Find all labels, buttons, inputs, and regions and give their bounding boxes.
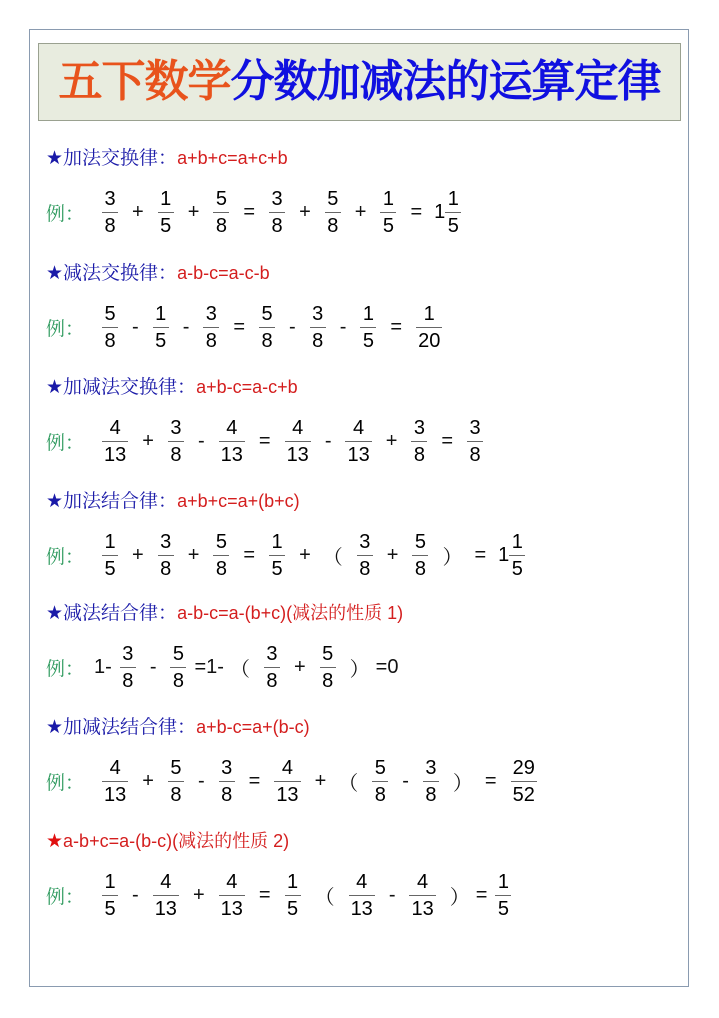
denominator: 8 xyxy=(266,669,278,692)
numerator: 1 xyxy=(447,187,459,210)
example-expression xyxy=(46,749,545,813)
fraction xyxy=(259,301,275,354)
operator: - xyxy=(289,315,296,338)
law-formula: a+b-c=a-c+b xyxy=(196,377,298,397)
operator: = xyxy=(474,543,487,566)
fraction xyxy=(416,301,442,354)
example-label: 例： xyxy=(46,885,85,908)
operator: = xyxy=(410,200,423,223)
example-label: 例： xyxy=(46,202,85,225)
star-icon: ★ xyxy=(46,602,64,624)
operator: - xyxy=(132,883,139,906)
fraction xyxy=(372,755,388,808)
operator: （ xyxy=(322,546,343,569)
operator: - xyxy=(402,769,409,792)
operator: + xyxy=(132,543,144,566)
fraction xyxy=(120,641,136,694)
law-section xyxy=(46,715,545,813)
denominator: 8 xyxy=(425,783,437,806)
numerator: 3 xyxy=(122,642,134,665)
denominator: 8 xyxy=(104,329,116,352)
example-expression xyxy=(46,295,450,359)
law-section xyxy=(46,261,450,359)
denominator: 5 xyxy=(447,214,459,237)
numerator: 5 xyxy=(104,302,116,325)
fraction xyxy=(274,755,300,808)
fraction xyxy=(423,755,439,808)
fraction xyxy=(219,755,235,808)
numerator: 5 xyxy=(322,642,334,665)
denominator: 8 xyxy=(374,783,386,806)
law-heading xyxy=(46,489,533,513)
numerator: 3 xyxy=(170,416,182,439)
example-label: 例： xyxy=(46,317,85,340)
denominator: 5 xyxy=(160,214,172,237)
fraction xyxy=(412,529,428,582)
expression-text: 1- xyxy=(94,655,112,678)
star-icon: ★ xyxy=(46,376,64,398)
denominator: 8 xyxy=(160,557,172,580)
numerator: 3 xyxy=(271,187,283,210)
fraction xyxy=(102,415,128,468)
fraction xyxy=(357,529,373,582)
numerator: 1 xyxy=(423,302,435,325)
operator: = xyxy=(243,200,256,223)
operator: - xyxy=(339,315,347,338)
numerator: 1 xyxy=(160,187,172,210)
example-expression xyxy=(46,409,491,473)
operator: = xyxy=(258,429,271,452)
law-formula: a+b+c=a+c+b xyxy=(177,148,288,168)
numerator: 5 xyxy=(172,642,185,665)
denominator: 8 xyxy=(104,214,116,237)
numerator: 29 xyxy=(512,756,535,779)
fraction xyxy=(445,186,461,239)
fraction xyxy=(168,415,184,468)
numerator: 5 xyxy=(327,187,339,210)
numerator: 5 xyxy=(170,756,182,779)
law-formula: a-b-c=a-(b+c)(减法的性质 1) xyxy=(177,603,404,623)
denominator: 8 xyxy=(359,557,371,580)
denominator: 13 xyxy=(350,897,373,920)
law-formula: a+b-c=a+(b-c) xyxy=(196,717,310,737)
numerator: 3 xyxy=(469,416,481,439)
fraction xyxy=(102,529,118,582)
law-name: 加法交换律： xyxy=(63,147,178,169)
numerator: 4 xyxy=(353,416,365,439)
operator: （ xyxy=(314,886,335,909)
law-name: 减法交换律： xyxy=(63,262,178,284)
numerator: 3 xyxy=(413,416,425,439)
fraction xyxy=(158,186,174,239)
numerator: 5 xyxy=(215,530,227,553)
operator: + xyxy=(299,200,311,223)
fraction xyxy=(495,869,511,922)
denominator: 13 xyxy=(276,783,299,806)
fraction xyxy=(320,641,336,694)
operator: （ xyxy=(229,658,250,681)
numerator: 4 xyxy=(281,756,293,779)
operator: - xyxy=(132,315,139,338)
operator: - xyxy=(388,883,396,906)
numerator: 1 xyxy=(104,530,116,553)
operator: + xyxy=(314,769,327,792)
denominator: 13 xyxy=(104,443,127,466)
denominator: 5 xyxy=(287,897,299,920)
numerator: 3 xyxy=(425,756,437,779)
whole-part: 1 xyxy=(498,543,510,566)
law-heading xyxy=(46,601,403,625)
law-heading xyxy=(46,375,491,399)
numerator: 4 xyxy=(226,870,238,893)
law-section xyxy=(46,601,403,699)
denominator: 13 xyxy=(220,443,243,466)
title-topic: 分数加减法的运算定律 xyxy=(230,56,661,107)
fraction xyxy=(203,301,219,354)
fraction xyxy=(102,186,118,239)
law-formula: a+b+c=a+(b+c) xyxy=(177,491,300,511)
numerator: 3 xyxy=(312,302,324,325)
numerator: 4 xyxy=(109,416,121,439)
operator: - xyxy=(197,769,205,792)
expression-text: = xyxy=(475,883,488,906)
fraction xyxy=(153,301,169,354)
fraction xyxy=(158,529,174,582)
denominator: 8 xyxy=(413,443,425,466)
operator: = xyxy=(233,315,246,338)
star-icon: ★ xyxy=(46,262,64,284)
fraction xyxy=(345,415,371,468)
example-expression xyxy=(46,635,403,699)
denominator: 8 xyxy=(327,214,339,237)
example-label: 例： xyxy=(46,431,85,454)
expression-text: =0 xyxy=(375,655,399,678)
fraction xyxy=(219,869,245,922)
fraction xyxy=(285,415,311,468)
numerator: 3 xyxy=(359,530,371,553)
denominator: 8 xyxy=(312,329,324,352)
law-heading xyxy=(46,146,469,170)
fraction xyxy=(310,301,326,354)
operator: + xyxy=(385,429,398,452)
law-formula: a-b+c=a-(b-c)(减法的性质 2) xyxy=(63,831,290,851)
star-icon: ★ xyxy=(46,490,64,512)
denominator: 8 xyxy=(170,443,182,466)
denominator: 5 xyxy=(155,329,167,352)
fraction xyxy=(467,415,483,468)
operator: = xyxy=(248,769,261,792)
law-heading xyxy=(46,261,450,285)
page-title xyxy=(58,56,661,107)
numerator: 3 xyxy=(205,302,217,325)
title-grade: 五下数学 xyxy=(58,56,231,107)
fraction xyxy=(102,301,118,354)
denominator: 13 xyxy=(411,897,434,920)
fraction xyxy=(264,641,280,694)
numerator: 4 xyxy=(226,416,238,439)
operator: + xyxy=(142,429,154,452)
denominator: 20 xyxy=(418,329,441,352)
law-section xyxy=(46,829,519,927)
denominator: 52 xyxy=(512,783,535,806)
numerator: 3 xyxy=(221,756,233,779)
denominator: 5 xyxy=(362,329,374,352)
fraction xyxy=(409,869,435,922)
operator: + xyxy=(293,655,306,678)
fraction xyxy=(411,415,427,468)
fraction xyxy=(153,869,179,922)
operator: ） xyxy=(349,658,370,681)
fraction xyxy=(170,641,186,694)
title-banner xyxy=(38,43,681,121)
star-icon: ★ xyxy=(46,147,64,169)
operator: - xyxy=(149,655,157,678)
denominator: 8 xyxy=(271,214,283,237)
fraction xyxy=(213,186,229,239)
fraction xyxy=(349,869,375,922)
operator: - xyxy=(197,429,205,452)
numerator: 1 xyxy=(511,530,523,553)
law-heading xyxy=(46,715,545,739)
mixed-number xyxy=(492,529,533,582)
denominator: 8 xyxy=(215,557,227,580)
denominator: 13 xyxy=(286,443,309,466)
operator: = xyxy=(441,429,454,452)
denominator: 5 xyxy=(497,897,509,920)
numerator: 4 xyxy=(109,756,121,779)
example-expression xyxy=(46,523,533,587)
numerator: 5 xyxy=(261,302,273,325)
star-icon: ★ xyxy=(46,716,64,738)
law-name: 加减法交换律： xyxy=(63,376,197,398)
operator: ） xyxy=(452,772,473,795)
denominator: 5 xyxy=(511,557,523,580)
denominator: 13 xyxy=(220,897,243,920)
fraction xyxy=(269,529,285,582)
example-label: 例： xyxy=(46,771,85,794)
fraction xyxy=(102,869,118,922)
fraction xyxy=(168,755,184,808)
numerator: 1 xyxy=(497,870,509,893)
operator: + xyxy=(354,200,367,223)
law-formula: a-b-c=a-c-b xyxy=(177,263,270,283)
operator: + xyxy=(132,200,144,223)
fraction xyxy=(285,869,301,922)
law-section xyxy=(46,489,533,587)
fraction xyxy=(380,186,396,239)
fraction xyxy=(511,755,537,808)
operator: = xyxy=(258,883,271,906)
law-section xyxy=(46,375,491,473)
fraction xyxy=(360,301,376,354)
law-section xyxy=(46,146,469,244)
star-icon: ★ xyxy=(46,830,64,852)
operator: + xyxy=(386,543,399,566)
example-expression xyxy=(46,863,519,927)
operator: + xyxy=(192,883,205,906)
numerator: 5 xyxy=(414,530,427,553)
denominator: 13 xyxy=(154,897,177,920)
fraction xyxy=(509,529,525,582)
denominator: 13 xyxy=(104,783,127,806)
numerator: 3 xyxy=(160,530,172,553)
operator: ） xyxy=(449,886,470,909)
operator: （ xyxy=(338,772,359,795)
operator: + xyxy=(142,769,154,792)
operator: = xyxy=(243,543,256,566)
denominator: 5 xyxy=(382,214,395,237)
operator: - xyxy=(182,315,190,338)
fraction xyxy=(325,186,341,239)
numerator: 4 xyxy=(160,870,172,893)
denominator: 5 xyxy=(104,897,116,920)
denominator: 8 xyxy=(170,783,182,806)
law-name: 减法结合律： xyxy=(63,602,178,624)
fraction xyxy=(269,186,285,239)
fraction xyxy=(213,529,229,582)
numerator: 1 xyxy=(155,302,167,325)
example-label: 例： xyxy=(46,657,85,680)
operator: + xyxy=(187,200,200,223)
denominator: 5 xyxy=(104,557,116,580)
numerator: 3 xyxy=(104,187,116,210)
denominator: 8 xyxy=(122,669,134,692)
denominator: 8 xyxy=(221,783,233,806)
denominator: 8 xyxy=(414,557,427,580)
law-name: 加减法结合律： xyxy=(63,716,197,738)
operator: = xyxy=(390,315,403,338)
numerator: 1 xyxy=(104,870,116,893)
numerator: 5 xyxy=(215,187,227,210)
denominator: 8 xyxy=(215,214,227,237)
denominator: 5 xyxy=(271,557,283,580)
numerator: 3 xyxy=(266,642,278,665)
denominator: 13 xyxy=(347,443,370,466)
numerator: 5 xyxy=(374,756,386,779)
numerator: 4 xyxy=(356,870,368,893)
operator: = xyxy=(484,769,497,792)
operator: + xyxy=(187,543,200,566)
example-label: 例： xyxy=(46,545,85,568)
whole-part: 1 xyxy=(434,200,446,223)
operator: + xyxy=(299,543,311,566)
example-expression xyxy=(46,180,469,244)
fraction xyxy=(102,755,128,808)
numerator: 1 xyxy=(362,302,374,325)
operator: ） xyxy=(442,546,463,569)
denominator: 8 xyxy=(322,669,334,692)
numerator: 4 xyxy=(292,416,304,439)
denominator: 8 xyxy=(261,329,273,352)
law-name: 加法结合律： xyxy=(63,490,178,512)
expression-text: =1- xyxy=(194,655,224,678)
numerator: 4 xyxy=(417,870,429,893)
law-heading xyxy=(46,829,519,853)
denominator: 8 xyxy=(172,669,185,692)
operator: - xyxy=(324,429,332,452)
fraction xyxy=(219,415,245,468)
numerator: 1 xyxy=(287,870,299,893)
numerator: 1 xyxy=(271,530,283,553)
mixed-number xyxy=(428,186,469,239)
numerator: 1 xyxy=(382,187,395,210)
denominator: 8 xyxy=(205,329,217,352)
denominator: 8 xyxy=(469,443,481,466)
